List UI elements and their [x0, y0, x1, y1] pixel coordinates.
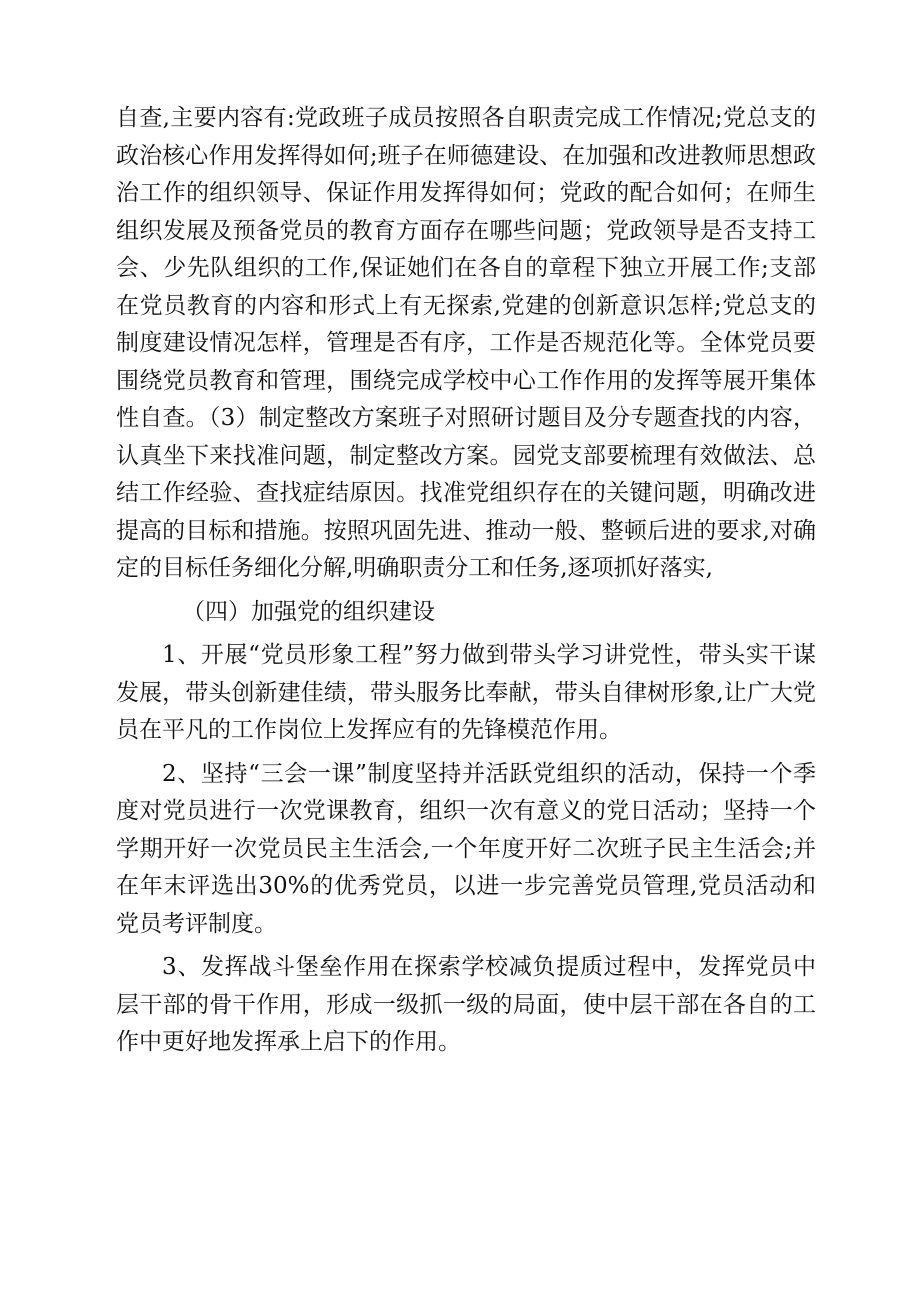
paragraph-item-3: 3、发挥战斗堡垒作用在探索学校减负提质过程中，发挥党员中层干部的骨干作用，形成一级抓一级的局面，使中层干部在各自的工作中更好地发挥承上启下的作用。: [116, 954, 816, 1055]
document-body: [116, 100, 816, 1062]
section-heading-organization: （四）加强党的组织建设: [182, 598, 435, 625]
paragraph-item-2: 2、坚持“三会一课”制度坚持并活跃党组织的活动，保持一个季度对党员进行一次党课教育，组织一次有意义的党日活动；坚持一个学期开好一次党员民主生活会,一个年度开好二次班子民主生活会;并在年末评选出30%的优秀党员，以进一步完善党员管理,党员活动和党员考评制度。: [116, 760, 816, 937]
paragraph-item-1: 1、开展“党员形象工程”努力做到带头学习讲党性，带头实干谋发展，带头创新建佳绩，带头服务比奉献，带头自律树形象,让广大党员在平凡的工作岗位上发挥应有的先锋模范作用。: [116, 642, 816, 743]
paragraph-self-inspection: 自查,主要内容有:党政班子成员按照各自职责完成工作情况;党总支的政治核心作用发挥得如何;班子在师德建设、在加强和改进教师思想政治工作的组织领导、保证作用发挥得如何；党政的配合如何；在师生组织发展及预备党员的教育方面存在哪些问题；党政领导是否支持工会、少先队组织的工作,保证她们在各自的章程下独立开展工作;支部在党员教育的内容和形式上有无探索,党建的创新意识怎样;党总支的制度建设情况怎样，管理是否有序，工作是否规范化等。全体党员要围绕党员教育和管理，围绕完成学校中心工作作用的发挥等展开集体性自查。（3）制定整改方案班子对照研讨题目及分专题查找的内容，认真坐下来找准问题，制定整改方案。园党支部要梳理有效做法、总结工作经验、查找症结原因。找准党组织存在的关键问题，明确改进提高的目标和措施。按照巩固先进、推动一般、整顿后进的要求,对确定的目标任务细化分解,明确职责分工和任务,逐项抓好落实,: [116, 105, 816, 581]
